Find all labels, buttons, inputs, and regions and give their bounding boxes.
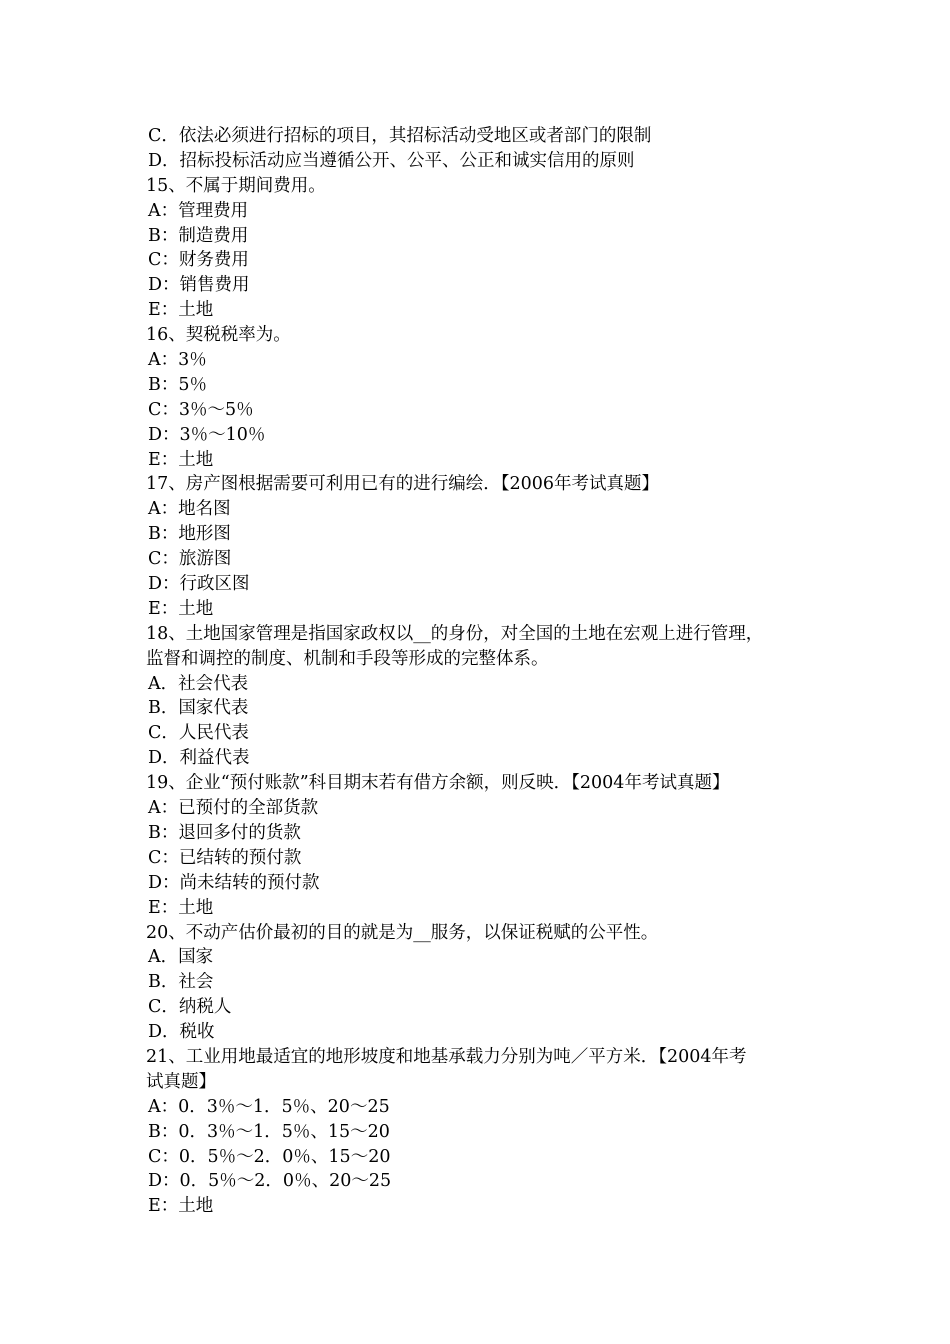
answer-option: B：退回多付的货款 [148,822,301,843]
question-text: 15、不属于期间费用。 [146,175,326,196]
answer-option: A：管理费用 [148,200,249,221]
answer-option: D．利益代表 [148,748,250,769]
answer-option: C．人民代表 [148,723,249,744]
answer-option: B：0．3％～1．5％、15～20 [148,1121,390,1142]
answer-option: B．社会 [148,972,214,993]
answer-option: A：3％ [148,350,207,371]
answer-option: A．国家 [148,947,214,968]
answer-option: C：3％～5％ [148,399,254,420]
answer-option: E：土地 [148,1196,214,1217]
answer-option: B：地形图 [148,524,231,545]
answer-option: A：已预付的全部货款 [148,798,319,819]
answer-option: C：旅游图 [148,549,232,570]
question-text: 监督和调控的制度、机制和手段等形成的完整体系。 [146,648,549,669]
question-text: 19、企业“预付账款”科目期末若有借方余额，则反映．【2004年考试真题】 [146,773,730,794]
answer-option: D：0．5％～2．0％、20～25 [148,1171,392,1192]
answer-option: D．税收 [148,1022,215,1043]
question-text: 16、契税税率为。 [146,325,291,346]
answer-option: E：土地 [148,897,214,918]
answer-option: B．国家代表 [148,698,249,719]
question-text: 试真题】 [146,1071,216,1092]
answer-option: A．社会代表 [148,673,249,694]
answer-option: C．依法必须进行招标的项目，其招标活动受地区或者部门的限制 [148,126,652,146]
answer-option: E：土地 [148,598,214,619]
answer-option: C．纳税人 [148,997,232,1018]
question-text: 20、不动产估价最初的目的就是为__服务，以保证税赋的公平性。 [146,922,659,943]
question-text: 17、房产图根据需要可利用已有的进行编绘．【2006年考试真题】 [146,474,660,495]
answer-option: A：地名图 [148,499,231,520]
answer-option: E：土地 [148,300,214,321]
question-text: 18、土地国家管理是指国家政权以__的身份，对全国的土地在宏观上进行管理， [146,623,764,644]
answer-option: B：5％ [148,374,207,395]
answer-option: D：销售费用 [148,275,250,296]
answer-option: B：制造费用 [148,225,249,246]
answer-option: C：财务费用 [148,250,249,271]
answer-option: C：0．5％～2．0％、15～20 [148,1146,391,1167]
answer-option: C：已结转的预付款 [148,847,302,868]
answer-option: D：尚未结转的预付款 [148,872,320,893]
answer-option: A：0．3％～1．5％、20～25 [148,1096,390,1117]
question-text: 21、工业用地最适宜的地形坡度和地基承载力分别为吨／平方米．【2004年考 [146,1046,747,1067]
answer-option: E：土地 [148,449,214,470]
answer-option: D：行政区图 [148,574,250,595]
answer-option: D：3％～10％ [148,424,266,445]
answer-option: D．招标投标活动应当遵循公开、公平、公正和诚实信用的原则 [148,150,635,171]
